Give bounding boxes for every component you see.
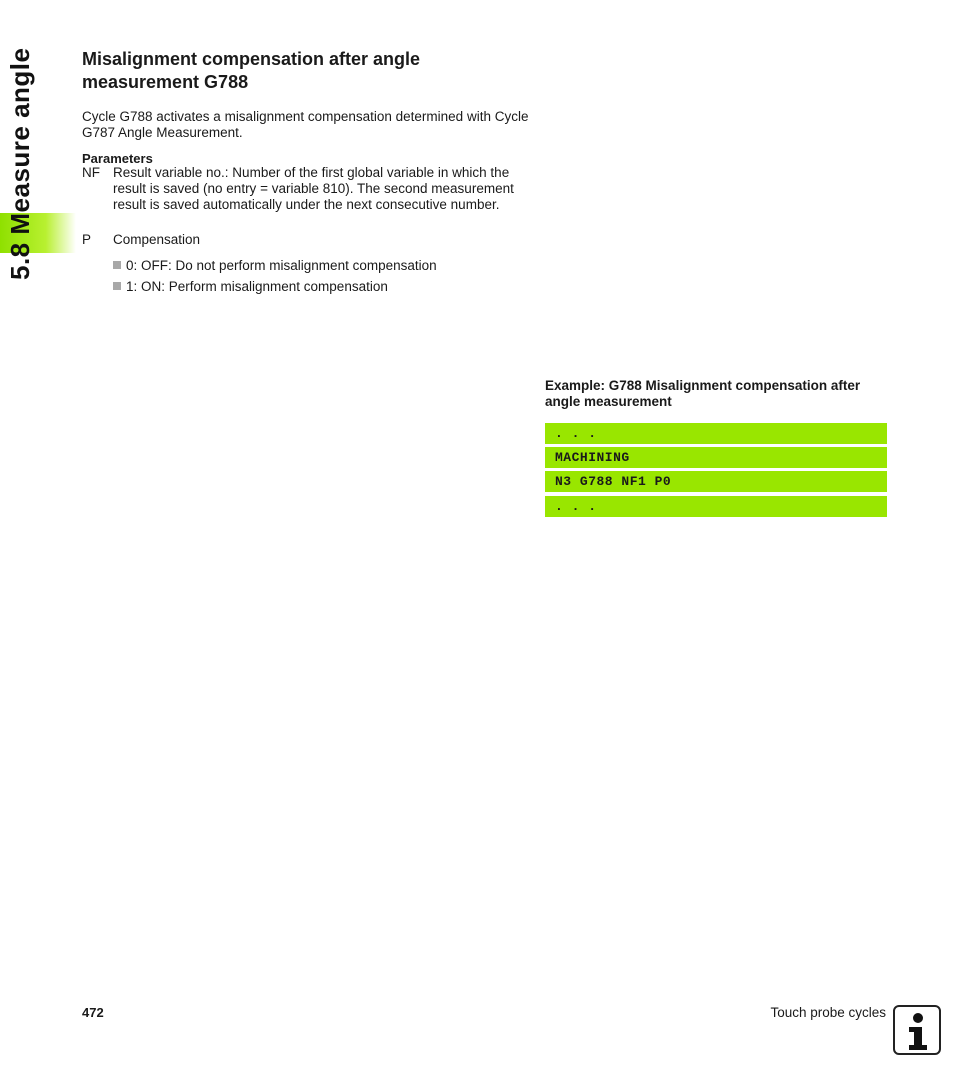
option-item [113,279,388,295]
code-line: . . . [545,423,887,444]
param-desc-nf: Result variable no.: Number of the first global variable in which the result is saved (no entry = variable 810). The second measurement result is saved automatically under the next consecutive number. [113,165,514,212]
option-text: 1: ON: Perform misalignment compensation [126,279,388,294]
parameters-heading: Parameters [82,151,153,166]
code-line: N3 G788 NF1 P0 [545,471,887,492]
bullet-square-icon [113,282,121,290]
code-line: . . . [545,496,887,517]
param-key-nf: NF [82,165,100,180]
page-number: 472 [82,1005,104,1020]
bullet-square-icon [113,261,121,269]
code-line: MACHINING [545,447,887,468]
example-title: Example: G788 Misalignment compensation after angle measurement [545,378,861,409]
option-item [113,258,437,274]
info-icon [893,1005,941,1055]
section-side-title: 5.8 Measure angle [5,47,35,280]
section-heading: Misalignment compensation after angle measurement G788 [82,49,421,92]
param-key-p: P [82,232,92,247]
chapter-name: Touch probe cycles [770,1005,886,1020]
param-desc-p: Compensation [113,232,201,247]
option-text: 0: OFF: Do not perform misalignment compensation [126,258,437,273]
intro-paragraph: Cycle G788 activates a misalignment compensation determined with Cycle G787 Angle Measurement. [82,109,529,140]
info-glyph [895,1007,939,1053]
